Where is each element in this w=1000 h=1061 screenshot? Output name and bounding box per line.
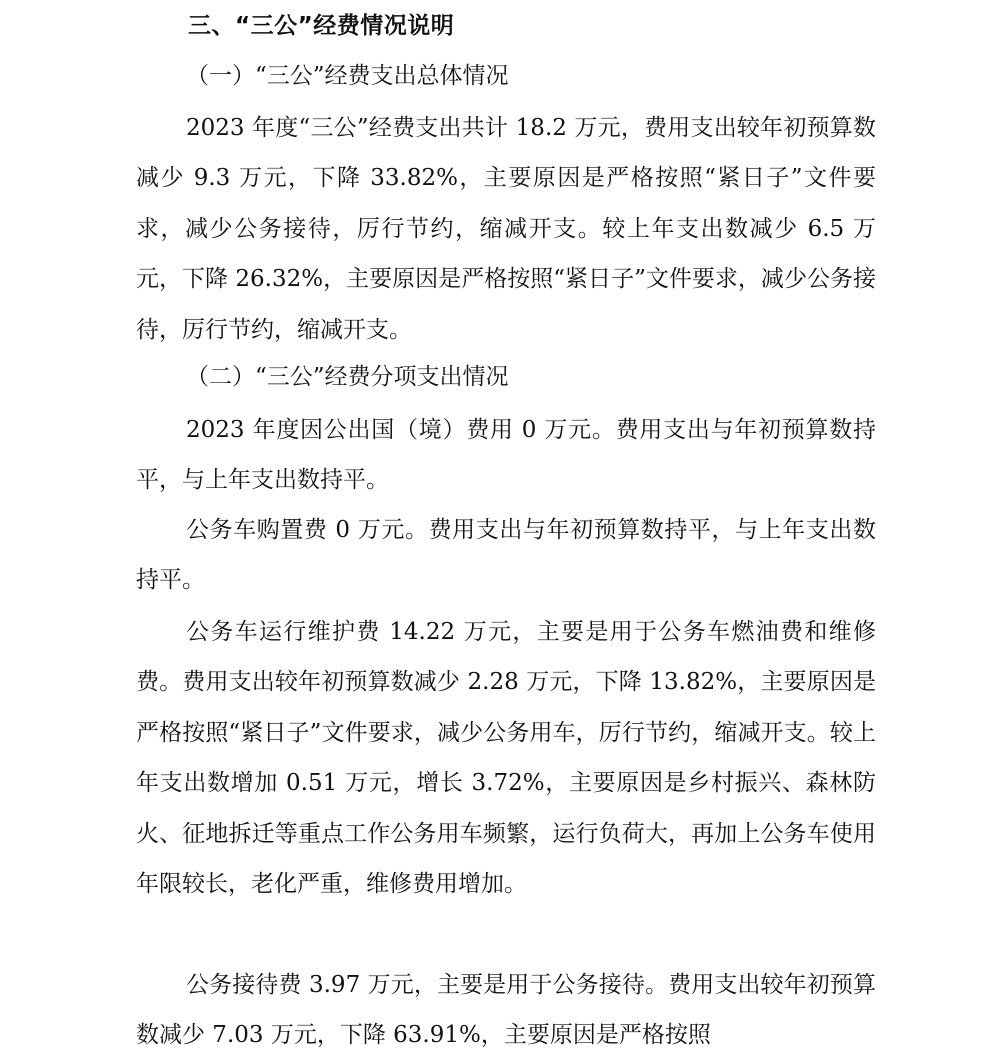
- subsection-heading-itemized: （二）“三公”经费分项支出情况: [186, 364, 509, 390]
- paragraph-overseas-travel: 2023 年度因公出国（境）费用 0 万元。费用支出与年初预算数持平，与上年支出数持平。: [136, 417, 876, 494]
- paragraph-official-reception: 公务接待费 3.97 万元，主要是用于公务接待。费用支出较年初预算数减少 7.03 万元，下降 63.91%，主要原因是严格按照: [136, 972, 876, 1049]
- section-title: 三、“三公”经费情况说明: [188, 13, 455, 39]
- paragraph-overall-expenditure: 2023 年度“三公”经费支出共计 18.2 万元，费用支出较年初预算数减少 9.3 万元，下降 33.82%，主要原因是严格按照“紧日子”文件要求，减少公务接待，厉行节约，缩减开支。较上年支出数减少 6.5 万元，下降 26.32%，主要原因是严格按照“紧日子”文件要求，减少公务接待，厉行节约，缩减开支。: [136, 115, 876, 343]
- paragraph-vehicle-maintenance: 公务车运行维护费 14.22 万元，主要是用于公务车燃油费和维修费。费用支出较年初预算数减少 2.28 万元，下降 13.82%，主要原因是严格按照“紧日子”文件要求，减少公务用车，厉行节约，缩减开支。较上年支出数增加 0.51 万元，增长 3.72%，主要原因是乡村振兴、森林防火、征地拆迁等重点工作公务用车频繁，运行负荷大，再加上公务车使用年限较长，老化严重，维修费用增加。: [136, 619, 876, 898]
- subsection-heading-overall: （一）“三公”经费支出总体情况: [186, 63, 509, 89]
- paragraph-vehicle-purchase: 公务车购置费 0 万元。费用支出与年初预算数持平，与上年支出数持平。: [136, 517, 876, 594]
